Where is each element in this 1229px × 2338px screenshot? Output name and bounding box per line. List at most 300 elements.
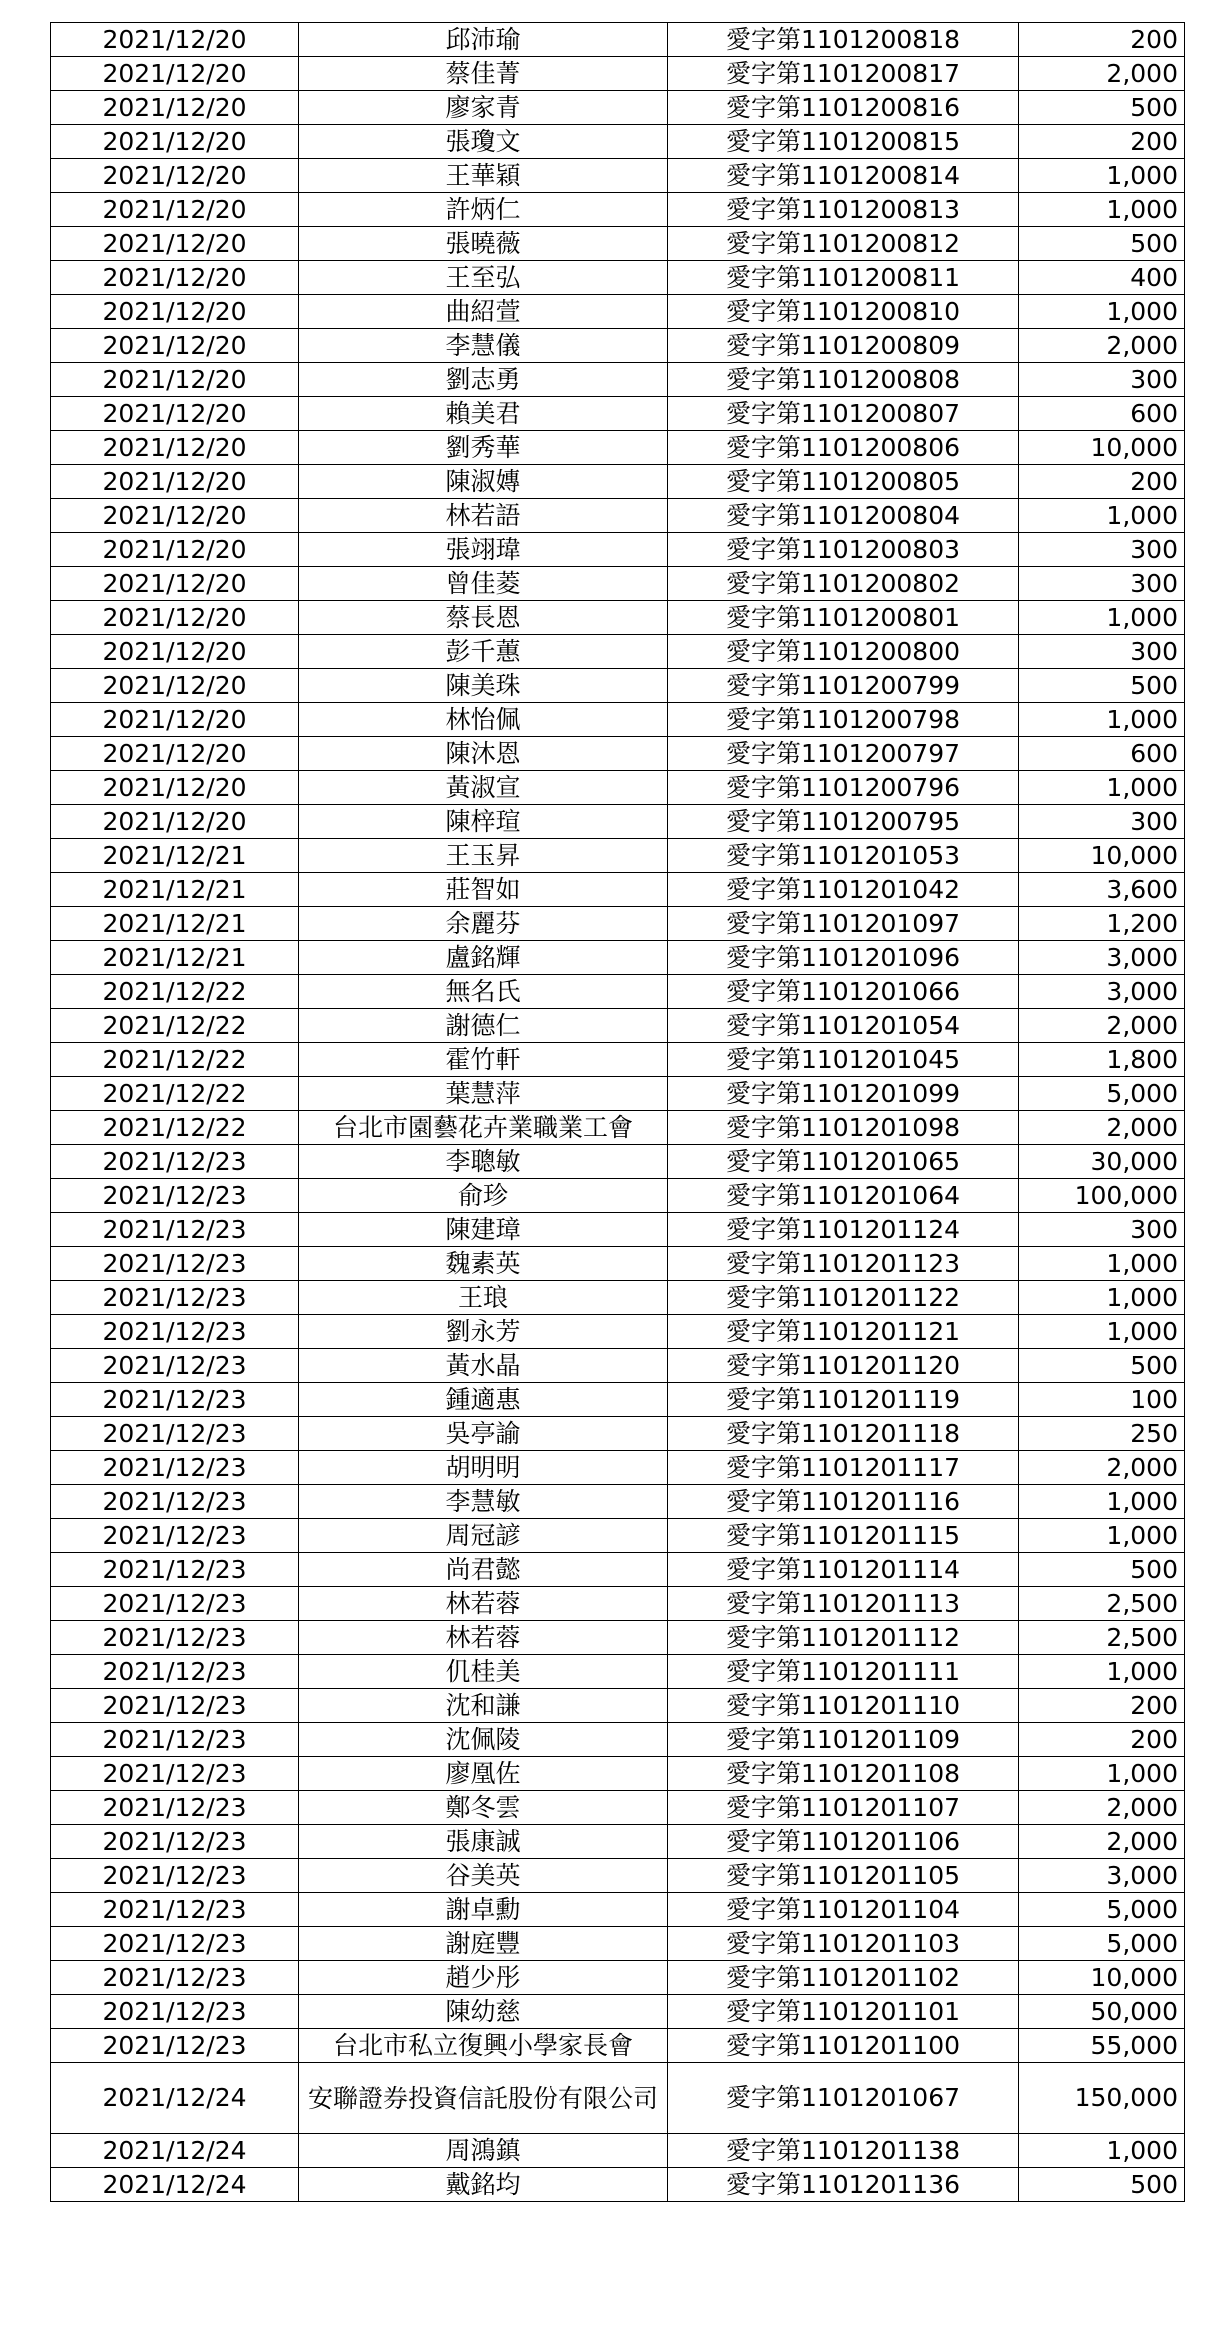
- receipt-number: 愛字第1101201103: [668, 1927, 1019, 1961]
- table-row: [51, 193, 1185, 227]
- donor-name: 趙少彤: [299, 1961, 668, 1995]
- donor-name: 周冠諺: [299, 1519, 668, 1553]
- donor-name: 廖凰佐: [299, 1757, 668, 1791]
- donation-date: 2021/12/20: [51, 737, 299, 771]
- table-row: [51, 1179, 1185, 1213]
- donation-date: 2021/12/24: [51, 2168, 299, 2202]
- donation-amount: 1,000: [1019, 1247, 1185, 1281]
- table-row: [51, 941, 1185, 975]
- donor-name: 尚君懿: [299, 1553, 668, 1587]
- donor-name: 鍾適惠: [299, 1383, 668, 1417]
- donor-name: 陳淑嫥: [299, 465, 668, 499]
- receipt-number: 愛字第1101201124: [668, 1213, 1019, 1247]
- donation-date: 2021/12/23: [51, 1315, 299, 1349]
- donor-name: 彭千蕙: [299, 635, 668, 669]
- table-row: [51, 737, 1185, 771]
- table-row: [51, 397, 1185, 431]
- donor-name: 余麗芬: [299, 907, 668, 941]
- donation-amount: 150,000: [1019, 2063, 1185, 2134]
- donation-date: 2021/12/20: [51, 601, 299, 635]
- donation-amount: 5,000: [1019, 1893, 1185, 1927]
- donation-amount: 2,000: [1019, 57, 1185, 91]
- donation-amount: 1,000: [1019, 159, 1185, 193]
- donation-amount: 500: [1019, 1349, 1185, 1383]
- receipt-number: 愛字第1101201042: [668, 873, 1019, 907]
- receipt-number: 愛字第1101201053: [668, 839, 1019, 873]
- donation-amount: 400: [1019, 261, 1185, 295]
- table-row: [51, 1723, 1185, 1757]
- donation-date: 2021/12/20: [51, 669, 299, 703]
- donation-date: 2021/12/23: [51, 1383, 299, 1417]
- donation-ledger: [50, 22, 1184, 2202]
- donor-name: 陳沐恩: [299, 737, 668, 771]
- donation-amount: 1,000: [1019, 193, 1185, 227]
- receipt-number: 愛字第1101200813: [668, 193, 1019, 227]
- donor-name: 邱沛瑜: [299, 23, 668, 57]
- donation-date: 2021/12/23: [51, 1655, 299, 1689]
- donation-date: 2021/12/22: [51, 1009, 299, 1043]
- donor-name: 陳梓瑄: [299, 805, 668, 839]
- receipt-number: 愛字第1101201097: [668, 907, 1019, 941]
- receipt-number: 愛字第1101201045: [668, 1043, 1019, 1077]
- receipt-number: 愛字第1101200809: [668, 329, 1019, 363]
- donor-name: 林若語: [299, 499, 668, 533]
- receipt-number: 愛字第1101200806: [668, 431, 1019, 465]
- receipt-number: 愛字第1101200795: [668, 805, 1019, 839]
- donor-name: 劉志勇: [299, 363, 668, 397]
- ledger-body: [51, 23, 1185, 2202]
- table-row: [51, 227, 1185, 261]
- donation-amount: 200: [1019, 23, 1185, 57]
- donation-date: 2021/12/22: [51, 1111, 299, 1145]
- donor-name: 曾佳菱: [299, 567, 668, 601]
- donation-amount: 1,000: [1019, 1757, 1185, 1791]
- donation-amount: 1,000: [1019, 499, 1185, 533]
- donor-name: 黃水晶: [299, 1349, 668, 1383]
- donation-amount: 200: [1019, 1689, 1185, 1723]
- receipt-number: 愛字第1101200805: [668, 465, 1019, 499]
- receipt-number: 愛字第1101201111: [668, 1655, 1019, 1689]
- donor-name: 王至弘: [299, 261, 668, 295]
- donation-amount: 2,000: [1019, 1111, 1185, 1145]
- table-row: [51, 907, 1185, 941]
- table-row: [51, 261, 1185, 295]
- donor-name: 安聯證券投資信託股份有限公司: [299, 2063, 668, 2134]
- donation-date: 2021/12/24: [51, 2063, 299, 2134]
- donation-date: 2021/12/23: [51, 1417, 299, 1451]
- donor-name: 張康誠: [299, 1825, 668, 1859]
- receipt-number: 愛字第1101201122: [668, 1281, 1019, 1315]
- donation-date: 2021/12/23: [51, 1349, 299, 1383]
- donation-date: 2021/12/23: [51, 1859, 299, 1893]
- receipt-number: 愛字第1101200803: [668, 533, 1019, 567]
- donation-date: 2021/12/23: [51, 1247, 299, 1281]
- donation-amount: 2,000: [1019, 329, 1185, 363]
- receipt-number: 愛字第1101201112: [668, 1621, 1019, 1655]
- donor-name: 李慧敏: [299, 1485, 668, 1519]
- donor-name: 台北市園藝花卉業職業工會: [299, 1111, 668, 1145]
- receipt-number: 愛字第1101201107: [668, 1791, 1019, 1825]
- donation-amount: 100: [1019, 1383, 1185, 1417]
- receipt-number: 愛字第1101201109: [668, 1723, 1019, 1757]
- donation-amount: 300: [1019, 363, 1185, 397]
- donation-amount: 30,000: [1019, 1145, 1185, 1179]
- donor-name: 黃淑宣: [299, 771, 668, 805]
- table-row: [51, 567, 1185, 601]
- donation-amount: 1,800: [1019, 1043, 1185, 1077]
- table-row: [51, 975, 1185, 1009]
- donation-date: 2021/12/23: [51, 1519, 299, 1553]
- donation-amount: 1,000: [1019, 771, 1185, 805]
- table-row: [51, 839, 1185, 873]
- table-row: [51, 1315, 1185, 1349]
- donation-date: 2021/12/23: [51, 1723, 299, 1757]
- table-row: [51, 771, 1185, 805]
- donation-amount: 500: [1019, 1553, 1185, 1587]
- table-row: [51, 1451, 1185, 1485]
- donation-amount: 1,000: [1019, 1485, 1185, 1519]
- donation-amount: 10,000: [1019, 431, 1185, 465]
- donation-date: 2021/12/24: [51, 2134, 299, 2168]
- donation-date: 2021/12/23: [51, 1587, 299, 1621]
- table-row: [51, 1485, 1185, 1519]
- donor-name: 俞珍: [299, 1179, 668, 1213]
- receipt-number: 愛字第1101201066: [668, 975, 1019, 1009]
- donation-amount: 5,000: [1019, 1927, 1185, 1961]
- donor-name: 賴美君: [299, 397, 668, 431]
- table-row: [51, 1791, 1185, 1825]
- receipt-number: 愛字第1101201116: [668, 1485, 1019, 1519]
- receipt-number: 愛字第1101200808: [668, 363, 1019, 397]
- table-row: [51, 1825, 1185, 1859]
- donation-date: 2021/12/20: [51, 533, 299, 567]
- donation-date: 2021/12/23: [51, 1961, 299, 1995]
- receipt-number: 愛字第1101201054: [668, 1009, 1019, 1043]
- receipt-number: 愛字第1101200807: [668, 397, 1019, 431]
- receipt-number: 愛字第1101201123: [668, 1247, 1019, 1281]
- donor-name: 許炳仁: [299, 193, 668, 227]
- donor-name: 張翊瑋: [299, 533, 668, 567]
- donation-date: 2021/12/23: [51, 1791, 299, 1825]
- receipt-number: 愛字第1101200815: [668, 125, 1019, 159]
- donation-amount: 500: [1019, 2168, 1185, 2202]
- donation-amount: 300: [1019, 567, 1185, 601]
- donor-name: 林若蓉: [299, 1621, 668, 1655]
- table-row: [51, 805, 1185, 839]
- table-row: [51, 499, 1185, 533]
- donation-amount: 10,000: [1019, 839, 1185, 873]
- donation-amount: 2,000: [1019, 1009, 1185, 1043]
- table-row: [51, 601, 1185, 635]
- donor-name: 李慧儀: [299, 329, 668, 363]
- receipt-number: 愛字第1101201105: [668, 1859, 1019, 1893]
- receipt-number: 愛字第1101201136: [668, 2168, 1019, 2202]
- donation-amount: 50,000: [1019, 1995, 1185, 2029]
- donation-amount: 5,000: [1019, 1077, 1185, 1111]
- donation-date: 2021/12/23: [51, 1179, 299, 1213]
- receipt-number: 愛字第1101200804: [668, 499, 1019, 533]
- table-row: [51, 1553, 1185, 1587]
- donation-amount: 200: [1019, 465, 1185, 499]
- donation-amount: 250: [1019, 1417, 1185, 1451]
- donation-amount: 3,000: [1019, 975, 1185, 1009]
- receipt-number: 愛字第1101201104: [668, 1893, 1019, 1927]
- receipt-number: 愛字第1101200797: [668, 737, 1019, 771]
- donor-name: 霍竹軒: [299, 1043, 668, 1077]
- receipt-number: 愛字第1101200800: [668, 635, 1019, 669]
- donation-date: 2021/12/23: [51, 1621, 299, 1655]
- receipt-number: 愛字第1101201101: [668, 1995, 1019, 2029]
- donation-date: 2021/12/23: [51, 1485, 299, 1519]
- donor-name: 無名氏: [299, 975, 668, 1009]
- donor-name: 台北市私立復興小學家長會: [299, 2029, 668, 2063]
- donation-date: 2021/12/23: [51, 1451, 299, 1485]
- donation-amount: 500: [1019, 227, 1185, 261]
- table-row: [51, 2168, 1185, 2202]
- receipt-number: 愛字第1101200811: [668, 261, 1019, 295]
- donor-name: 蔡佳菁: [299, 57, 668, 91]
- donor-name: 張瓊文: [299, 125, 668, 159]
- donation-amount: 300: [1019, 635, 1185, 669]
- donation-amount: 2,000: [1019, 1791, 1185, 1825]
- donor-name: 蔡長恩: [299, 601, 668, 635]
- table-row: [51, 1927, 1185, 1961]
- table-row: [51, 873, 1185, 907]
- donation-amount: 500: [1019, 91, 1185, 125]
- donor-name: 陳美珠: [299, 669, 668, 703]
- donor-name: 葉慧萍: [299, 1077, 668, 1111]
- donation-date: 2021/12/20: [51, 771, 299, 805]
- receipt-number: 愛字第1101201099: [668, 1077, 1019, 1111]
- table-row: [51, 295, 1185, 329]
- donation-date: 2021/12/20: [51, 431, 299, 465]
- donation-amount: 2,500: [1019, 1587, 1185, 1621]
- table-row: [51, 1417, 1185, 1451]
- donation-amount: 300: [1019, 805, 1185, 839]
- donation-amount: 300: [1019, 533, 1185, 567]
- donation-amount: 10,000: [1019, 1961, 1185, 1995]
- receipt-number: 愛字第1101200817: [668, 57, 1019, 91]
- donation-date: 2021/12/21: [51, 907, 299, 941]
- donation-date: 2021/12/20: [51, 397, 299, 431]
- receipt-number: 愛字第1101201067: [668, 2063, 1019, 2134]
- donor-name: 林若蓉: [299, 1587, 668, 1621]
- donation-amount: 1,000: [1019, 1281, 1185, 1315]
- donation-date: 2021/12/20: [51, 363, 299, 397]
- table-row: [51, 1213, 1185, 1247]
- donation-date: 2021/12/22: [51, 1077, 299, 1111]
- table-row: [51, 533, 1185, 567]
- donor-name: 沈佩陵: [299, 1723, 668, 1757]
- receipt-number: 愛字第1101201117: [668, 1451, 1019, 1485]
- donation-date: 2021/12/20: [51, 91, 299, 125]
- receipt-number: 愛字第1101201120: [668, 1349, 1019, 1383]
- donation-amount: 3,000: [1019, 941, 1185, 975]
- donor-name: 王琅: [299, 1281, 668, 1315]
- donation-date: 2021/12/21: [51, 839, 299, 873]
- table-row: [51, 1519, 1185, 1553]
- donation-amount: 2,000: [1019, 1825, 1185, 1859]
- table-row: [51, 125, 1185, 159]
- donor-name: 劉秀華: [299, 431, 668, 465]
- table-row: [51, 1757, 1185, 1791]
- donation-date: 2021/12/20: [51, 227, 299, 261]
- receipt-number: 愛字第1101201113: [668, 1587, 1019, 1621]
- donation-amount: 600: [1019, 737, 1185, 771]
- receipt-number: 愛字第1101201118: [668, 1417, 1019, 1451]
- table-row: [51, 57, 1185, 91]
- donor-name: 張曉薇: [299, 227, 668, 261]
- table-row: [51, 23, 1185, 57]
- donation-amount: 100,000: [1019, 1179, 1185, 1213]
- table-row: [51, 1247, 1185, 1281]
- donation-date: 2021/12/20: [51, 23, 299, 57]
- donor-name: 胡明明: [299, 1451, 668, 1485]
- receipt-number: 愛字第1101200814: [668, 159, 1019, 193]
- donation-amount: 3,600: [1019, 873, 1185, 907]
- donation-amount: 2,500: [1019, 1621, 1185, 1655]
- donation-amount: 1,200: [1019, 907, 1185, 941]
- donation-date: 2021/12/23: [51, 1927, 299, 1961]
- receipt-number: 愛字第1101201102: [668, 1961, 1019, 1995]
- donation-date: 2021/12/20: [51, 295, 299, 329]
- donation-date: 2021/12/23: [51, 1553, 299, 1587]
- donor-name: 鄭冬雲: [299, 1791, 668, 1825]
- donation-amount: 200: [1019, 125, 1185, 159]
- table-row: [51, 1859, 1185, 1893]
- table-row: [51, 1281, 1185, 1315]
- donation-amount: 600: [1019, 397, 1185, 431]
- donation-amount: 200: [1019, 1723, 1185, 1757]
- donor-name: 盧銘輝: [299, 941, 668, 975]
- donor-name: 戴銘均: [299, 2168, 668, 2202]
- table-row: [51, 2029, 1185, 2063]
- donor-name: 廖家青: [299, 91, 668, 125]
- receipt-number: 愛字第1101201114: [668, 1553, 1019, 1587]
- donation-date: 2021/12/23: [51, 2029, 299, 2063]
- table-row: [51, 1995, 1185, 2029]
- table-row: [51, 1349, 1185, 1383]
- donation-date: 2021/12/23: [51, 1281, 299, 1315]
- donation-date: 2021/12/23: [51, 1995, 299, 2029]
- donor-name: 王玉昇: [299, 839, 668, 873]
- receipt-number: 愛字第1101201108: [668, 1757, 1019, 1791]
- table-row: [51, 1077, 1185, 1111]
- table-row: [51, 91, 1185, 125]
- donor-name: 沈和謙: [299, 1689, 668, 1723]
- table-row: [51, 159, 1185, 193]
- donation-date: 2021/12/23: [51, 1213, 299, 1247]
- donation-amount: 300: [1019, 1213, 1185, 1247]
- table-row: [51, 1893, 1185, 1927]
- donor-name: 劉永芳: [299, 1315, 668, 1349]
- receipt-number: 愛字第1101200810: [668, 295, 1019, 329]
- donor-name: 谷美英: [299, 1859, 668, 1893]
- donation-date: 2021/12/20: [51, 499, 299, 533]
- donation-date: 2021/12/23: [51, 1757, 299, 1791]
- donation-date: 2021/12/23: [51, 1145, 299, 1179]
- table-row: [51, 1043, 1185, 1077]
- donation-amount: 1,000: [1019, 1519, 1185, 1553]
- donation-date: 2021/12/22: [51, 975, 299, 1009]
- table-row: [51, 1689, 1185, 1723]
- donation-date: 2021/12/22: [51, 1043, 299, 1077]
- receipt-number: 愛字第1101200801: [668, 601, 1019, 635]
- receipt-number: 愛字第1101201110: [668, 1689, 1019, 1723]
- receipt-number: 愛字第1101201100: [668, 2029, 1019, 2063]
- receipt-number: 愛字第1101201138: [668, 2134, 1019, 2168]
- table-row: [51, 1655, 1185, 1689]
- table-row: [51, 669, 1185, 703]
- table-row: [51, 1009, 1185, 1043]
- donation-date: 2021/12/20: [51, 159, 299, 193]
- receipt-number: 愛字第1101200798: [668, 703, 1019, 737]
- table-row: [51, 465, 1185, 499]
- donation-date: 2021/12/20: [51, 805, 299, 839]
- receipt-number: 愛字第1101200802: [668, 567, 1019, 601]
- donation-amount: 1,000: [1019, 1655, 1185, 1689]
- donation-date: 2021/12/21: [51, 873, 299, 907]
- donation-amount: 2,000: [1019, 1451, 1185, 1485]
- receipt-number: 愛字第1101200796: [668, 771, 1019, 805]
- table-row: [51, 1621, 1185, 1655]
- donor-name: 林怡佩: [299, 703, 668, 737]
- receipt-number: 愛字第1101201106: [668, 1825, 1019, 1859]
- donation-amount: 1,000: [1019, 295, 1185, 329]
- table-row: [51, 431, 1185, 465]
- table-row: [51, 329, 1185, 363]
- donation-date: 2021/12/20: [51, 125, 299, 159]
- donation-amount: 1,000: [1019, 1315, 1185, 1349]
- donor-name: 仉桂美: [299, 1655, 668, 1689]
- table-row: [51, 635, 1185, 669]
- donation-amount: 500: [1019, 669, 1185, 703]
- receipt-number: 愛字第1101201064: [668, 1179, 1019, 1213]
- receipt-number: 愛字第1101200812: [668, 227, 1019, 261]
- table-row: [51, 1111, 1185, 1145]
- donor-name: 魏素英: [299, 1247, 668, 1281]
- table-row: [51, 1587, 1185, 1621]
- receipt-number: 愛字第1101200816: [668, 91, 1019, 125]
- donation-date: 2021/12/23: [51, 1825, 299, 1859]
- donor-name: 陳幼慈: [299, 1995, 668, 2029]
- donation-date: 2021/12/21: [51, 941, 299, 975]
- receipt-number: 愛字第1101201121: [668, 1315, 1019, 1349]
- donor-name: 陳建璋: [299, 1213, 668, 1247]
- donor-name: 莊智如: [299, 873, 668, 907]
- donor-name: 謝德仁: [299, 1009, 668, 1043]
- donor-name: 謝卓勳: [299, 1893, 668, 1927]
- donation-date: 2021/12/20: [51, 465, 299, 499]
- donation-date: 2021/12/20: [51, 193, 299, 227]
- donation-date: 2021/12/23: [51, 1893, 299, 1927]
- donation-amount: 1,000: [1019, 2134, 1185, 2168]
- donation-date: 2021/12/23: [51, 1689, 299, 1723]
- table-row: [51, 1145, 1185, 1179]
- receipt-number: 愛字第1101200818: [668, 23, 1019, 57]
- donation-date: 2021/12/20: [51, 703, 299, 737]
- donor-name: 謝庭豐: [299, 1927, 668, 1961]
- receipt-number: 愛字第1101200799: [668, 669, 1019, 703]
- table-row: [51, 2134, 1185, 2168]
- donation-date: 2021/12/20: [51, 57, 299, 91]
- receipt-number: 愛字第1101201119: [668, 1383, 1019, 1417]
- donation-amount: 55,000: [1019, 2029, 1185, 2063]
- table-row: [51, 363, 1185, 397]
- table-row: [51, 2063, 1185, 2134]
- receipt-number: 愛字第1101201098: [668, 1111, 1019, 1145]
- table-row: [51, 1383, 1185, 1417]
